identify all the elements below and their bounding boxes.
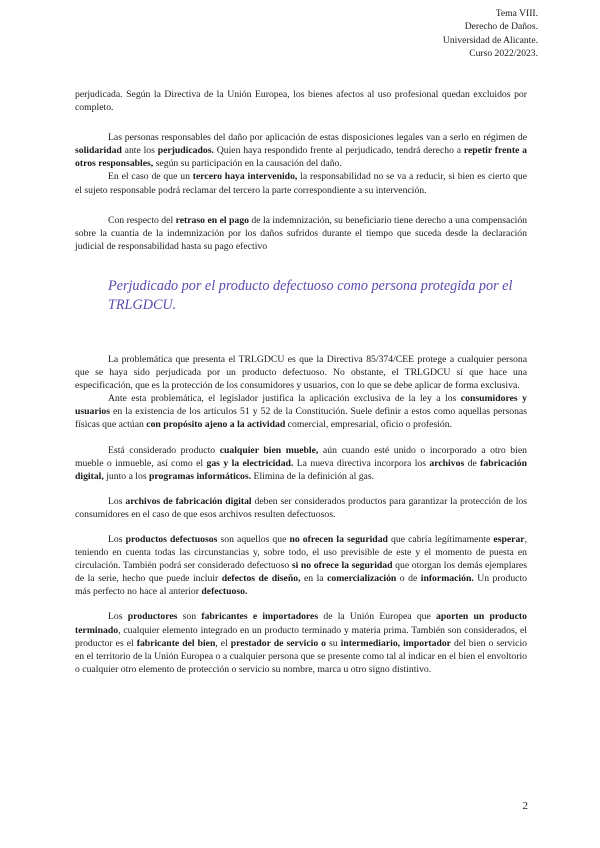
page-number: 2 (522, 800, 528, 812)
paragraph-trlgdcu: La problemática que presenta el TRLGDCU es que la Directiva 85/374/CEE protege a cualquier persona que se haya sido perjudicada por un producto defectuoso. No obstante, el TRLGDCU sí que hace una especificación, que es la protección de los consumidores y usuarios, con lo que se debe aplicar de forma exclusiva. (75, 353, 527, 392)
paragraph-solidarity: Las personas responsables del daño por aplicación de estas disposiciones legales van a serlo en régimen de solidaridad ante los perjudicados. Quien haya respondido frente al perjudicado, tendrá derecho a repetir frente a otros responsables, según su participación en la causación del daño. (75, 132, 527, 170)
paragraph-continuation: perjudicada. Según la Directiva de la Unión Europea, los bienes afectos al uso profesional quedan excluidos por completo. (75, 89, 527, 114)
paragraph-defective-products: Los productos defectuosos son aquellos que no ofrecen la seguridad que cabría legítimamente esperar, teniendo en cuenta todas las circunstancias y, sobre todo, el uso previsible de este y el momento de puesta en circulación. También podrá ser considerado defectuoso si no ofrece la seguridad que otorgan los demás ejemplares de la serie, hecho que puede incluir defectos de diseño, en la comercialización o de información. Un producto más perfecto no hace al anterior defectuoso. (75, 533, 528, 598)
document-header (443, 7, 538, 61)
paragraph-producers: Los productores son fabricantes e importadores de la Unión Europea que aporten un producto terminado, cualquier elemento integrado en un producto terminado y materia prima. También son considerados, el productor es el fabricante del bien, el prestador de servicio o su intermediario, importador del bien o servicio en el territorio de la Unión Europea o a cualquier persona que se presente como tal al indicar en el bien el envoltorio o cualquier otro elemento de protección o servicio su nombre, marca u otro signo distintivo. (75, 611, 527, 675)
paragraph-third-party: En el caso de que un tercero haya intervenido, la responsabilidad no se va a reducir, si bien es cierto que el sujeto responsable podrá reclamar del tercero la parte correspondiente a su intervención. (75, 171, 527, 196)
header-topic: Tema VIII. (495, 8, 538, 19)
paragraph-payment-delay: Con respecto del retraso en el pago de la indemnización, su beneficiario tiene derecho a una compensación sobre la cuantía de la indemnización por los daños sufridos durante el tiempo que suceda desde la declaración judicial de responsabilidad hasta su pago efectivo (75, 214, 528, 252)
paragraph-consumers: Ante esta problemática, el legislador justifica la aplicación exclusiva de la ley a los consumidores y usuarios en la existencia de los artículos 51 y 52 de la Constitución. Suele definir a estos como aquellas personas físicas que actúan con propósito ajeno a la actividad comercial, empresarial, oficio o profesión. (75, 393, 527, 431)
document-body (75, 88, 527, 676)
paragraph-digital-files: Los archivos de fabricación digital deben ser considerados productos para garantizar la protección de los consumidores en el caso de que esos archivos resulten defectuosos. (75, 495, 528, 520)
header-university: Universidad de Alicante. (442, 34, 538, 46)
paragraph-product-definition: Está considerado producto cualquier bien mueble, aún cuando esté unido o incorporado a otro bien mueble o inmueble, así como el gas y la electricidad. La nueva directiva incorpora los archivos de fabricación digital, junto a los programas informáticos. Elimina de la definición al gas. (75, 444, 527, 482)
header-course: Curso 2022/2023. (469, 48, 538, 60)
section-heading: Perjudicado por el producto defectuoso como persona protegida por el TRLGDCU. (108, 277, 513, 313)
header-subject: Derecho de Daños. (464, 21, 538, 33)
